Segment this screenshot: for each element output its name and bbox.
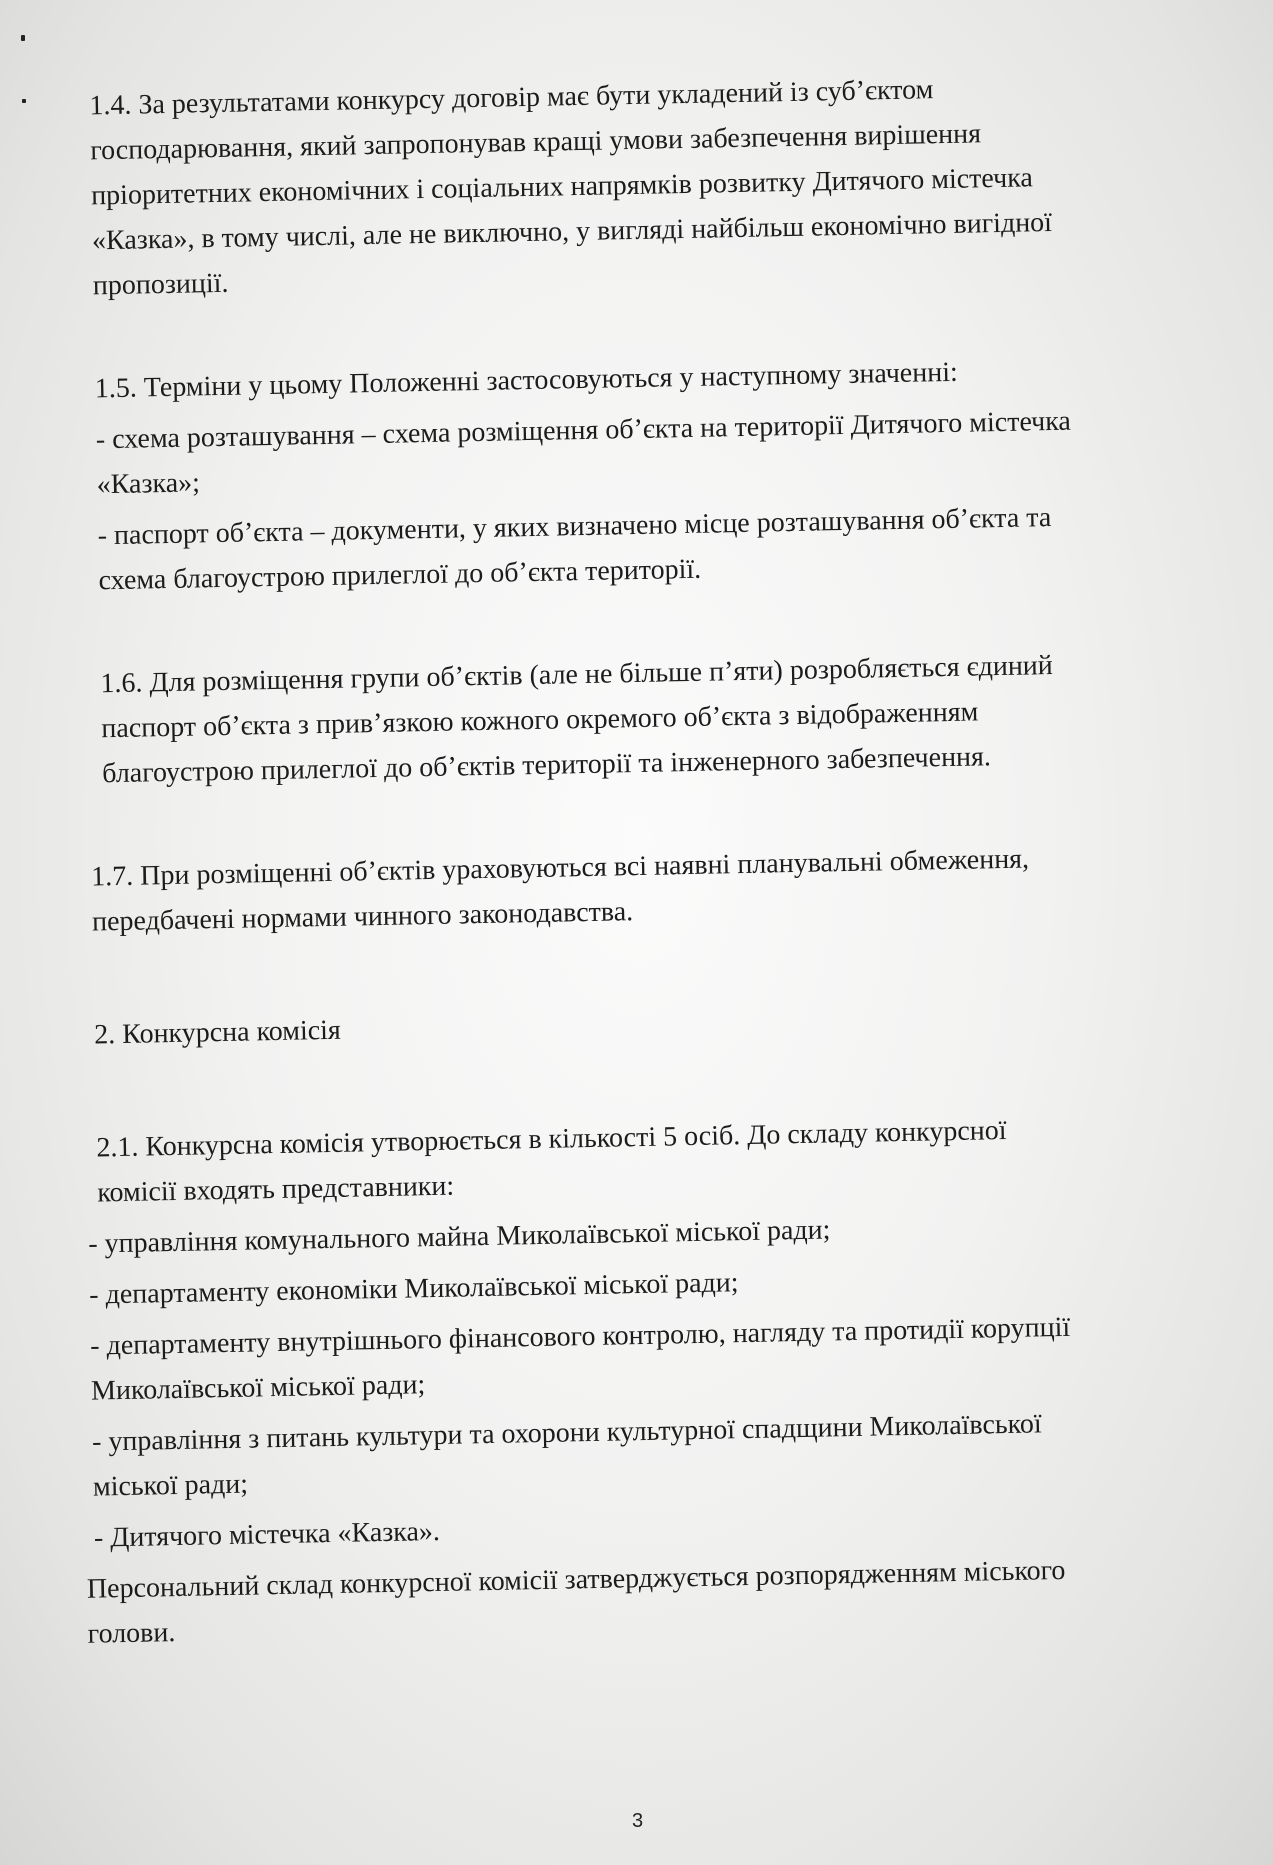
text-line: передбачені нормами чинного законодавства. <box>91 896 634 938</box>
text-line: пріоритетних економічних і соціальних напрямків розвитку Дитячого містечка <box>90 162 1034 212</box>
text-line: 1.4. За результатами конкурсу договір має бути укладений із суб’єктом <box>89 74 934 122</box>
text-line: господарювання, який запропонував кращі умови забезпечення вирішення <box>89 118 982 167</box>
list-item: - департаменту внутрішнього фінансового контролю, нагляду та протидії корупції <box>89 1311 1071 1362</box>
text-line: пропозиції. <box>92 267 229 302</box>
scan-speck <box>22 99 26 103</box>
text-line: комісії входять представники: <box>96 1170 455 1209</box>
list-item: - Дитячого містечка «Казка». <box>93 1515 441 1554</box>
page-number: 3 <box>632 1810 644 1832</box>
text-line: «Казка», в тому числі, але не виключно, у вигляді найбільш економічно вигідної <box>91 206 1053 257</box>
section-heading: 2. Конкурсна комісія <box>93 1014 342 1051</box>
list-item: - управління з питань культури та охорони культурної спадщини Миколаївської <box>91 1408 1042 1458</box>
text-line: - схема розташування – схема розміщення об’єкта на території Дитячого містечка <box>95 405 1072 456</box>
text-line: 1.5. Терміни у цьому Положенні застосовуються у наступному значенні: <box>94 356 959 405</box>
text-line: - паспорт об’єкта – документи, у яких визначено місце розташування об’єкта та <box>97 502 1052 552</box>
list-item: Миколаївської міської ради; <box>90 1369 426 1407</box>
text-line: 2.1. Конкурсна комісія утворюється в кількості 5 осіб. До складу конкурсної <box>96 1114 1007 1164</box>
document-body <box>58 62 1238 1657</box>
list-item: - департаменту економіки Миколаївської міської ради; <box>88 1267 739 1311</box>
text-line: паспорт об’єкта з прив’язкою кожного окремого об’єкта з відображенням <box>101 696 979 745</box>
list-item: - управління комунального майна Миколаївської міської ради; <box>87 1214 831 1260</box>
text-line: Персональний склад конкурсної комісії затверджується розпорядженням міського <box>86 1554 1066 1605</box>
paragraph-1-6 <box>69 640 1221 797</box>
scan-speck <box>21 35 25 41</box>
text-line: голови. <box>87 1617 176 1650</box>
text-line: 1.7. При розміщенні об’єктів ураховуються всі наявні планувальні обмеження, <box>90 843 1030 893</box>
text-line: 1.6. Для розміщення групи об’єктів (але не більше п’яти) розробляється єдиний <box>100 650 1054 700</box>
text-line: схема благоустрою прилеглої до об’єкта території. <box>98 553 702 597</box>
text-line: благоустрою прилеглої до об’єктів території та інженерного забезпечення. <box>101 741 992 790</box>
text-line: «Казка»; <box>96 467 201 501</box>
list-item: міської ради; <box>92 1468 249 1503</box>
paragraph-1-4 <box>58 62 1212 309</box>
